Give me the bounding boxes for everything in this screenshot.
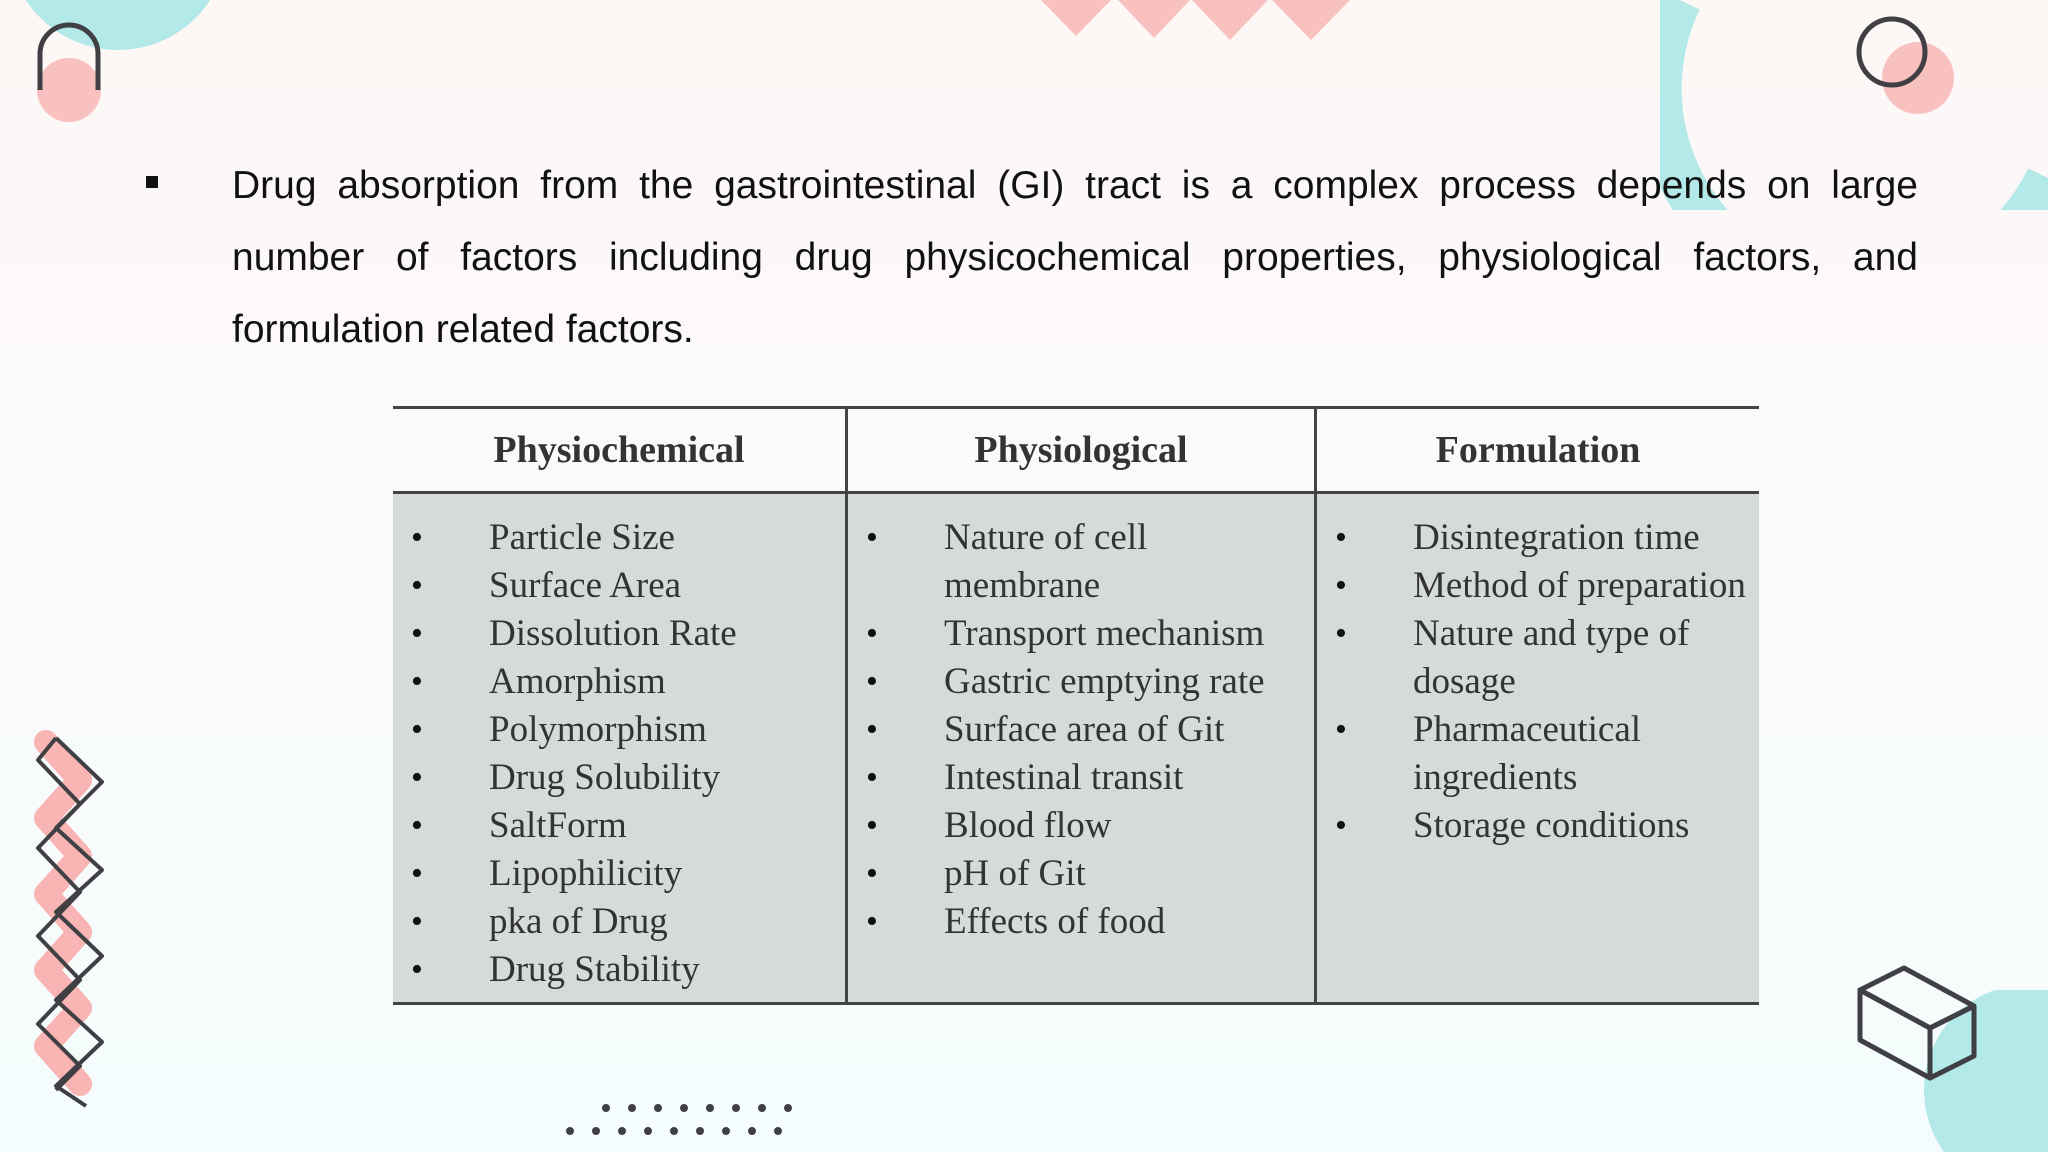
list-item: • Effects of food xyxy=(848,898,1314,946)
physiochemical-cell xyxy=(393,493,847,1004)
list-item: • Drug Stability xyxy=(393,946,845,994)
list-item: • Pharmaceutical ingredients xyxy=(1317,706,1759,802)
table-header-row xyxy=(393,408,1759,493)
list-item: • SaltForm xyxy=(393,802,845,850)
list-item: • Particle Size xyxy=(393,514,845,562)
list-item: • Surface Area xyxy=(393,562,845,610)
list-item: • pka of Drug xyxy=(393,898,845,946)
list-item: • Gastric emptying rate xyxy=(848,658,1314,706)
list-item: • Storage conditions xyxy=(1317,802,1759,850)
list-item: • Nature of cell membrane xyxy=(848,514,1314,610)
intro-paragraph: Drug absorption from the gastrointestinal (GI) tract is a complex process depends on large number of factors including drug physicochemical properties, physiological factors, and formulation related factors. xyxy=(232,164,1918,351)
ring-icon xyxy=(1850,14,1960,124)
list-item: • Surface area of Git xyxy=(848,706,1314,754)
list-item: • Drug Solubility xyxy=(393,754,845,802)
list-item: • Disintegration time xyxy=(1317,514,1759,562)
formulation-cell xyxy=(1316,493,1760,1004)
list-item: • Polymorphism xyxy=(393,706,845,754)
square-bullet xyxy=(146,176,158,188)
header-formulation: Formulation xyxy=(1316,408,1760,493)
header-physiological: Physiological xyxy=(847,408,1316,493)
formulation-list xyxy=(1317,514,1759,850)
physiological-cell xyxy=(847,493,1316,1004)
pill-capsule-icon xyxy=(34,18,104,128)
physiochemical-list xyxy=(393,514,845,994)
list-item: • Nature and type of dosage xyxy=(1317,610,1759,706)
cube-icon xyxy=(1852,962,1982,1084)
teal-circle-top-left xyxy=(0,0,220,60)
zigzag-icon xyxy=(10,730,110,1114)
dot-grid-icon xyxy=(560,1094,810,1140)
absorption-factors-table xyxy=(393,406,1759,1005)
list-item: • pH of Git xyxy=(848,850,1314,898)
list-item: • Blood flow xyxy=(848,802,1314,850)
list-item: • Transport mechanism xyxy=(848,610,1314,658)
list-item: • Intestinal transit xyxy=(848,754,1314,802)
list-item: • Amorphism xyxy=(393,658,845,706)
header-physiochemical: Physiochemical xyxy=(393,408,847,493)
list-item: • Lipophilicity xyxy=(393,850,845,898)
triangle-garland-icon xyxy=(1036,0,1356,44)
list-item: • Method of preparation xyxy=(1317,562,1759,610)
list-item: • Dissolution Rate xyxy=(393,610,845,658)
table-body-row xyxy=(393,493,1759,1004)
physiological-list xyxy=(848,514,1314,946)
